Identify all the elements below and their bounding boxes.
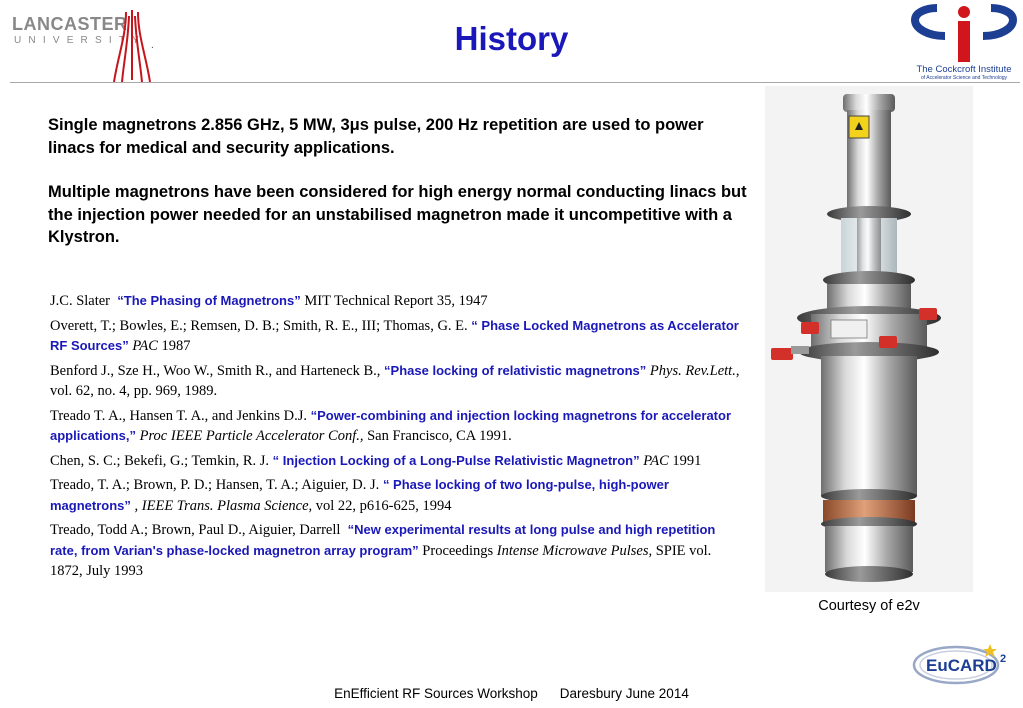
reference-title: “ Injection Locking of a Long-Pulse Relativistic Magnetron” — [272, 452, 640, 468]
reference-item — [50, 451, 740, 472]
reference-title: “ Phase locking of two long-pulse, high-power magnetrons” — [50, 477, 669, 513]
reference-authors: Treado T. A., Hansen T. A., and Jenkins D.J. — [50, 407, 307, 424]
slide-title: History — [454, 20, 569, 57]
reference-item — [50, 361, 740, 402]
reference-details: San Francisco, CA 1991. — [363, 428, 512, 444]
photo-caption: Courtesy of e2v — [818, 598, 920, 614]
reference-item — [50, 520, 740, 582]
footer — [0, 686, 1023, 701]
eucard-text: EuCARD — [926, 656, 997, 675]
reference-item — [50, 291, 740, 312]
reference-journal: Intense Microwave Pulses, — [496, 542, 653, 559]
reference-details: MIT Technical Report 35, 1947 — [300, 293, 488, 309]
cockcroft-name: The Cockcroft Institute — [916, 64, 1012, 75]
reference-authors: Treado, Todd A.; Brown, Paul D., Aiguier, Darrell — [50, 522, 341, 538]
reference-list — [50, 291, 740, 586]
reference-details: 1987 — [157, 338, 191, 354]
reference-details-2: SPIE vol. 1872, July 1993 — [50, 542, 712, 579]
reference-details: 1991 — [668, 452, 702, 469]
reference-journal: PAC — [639, 452, 669, 469]
reference-details: Proceedings — [418, 542, 497, 559]
reference-journal: Phys. Rev.Lett. — [646, 362, 736, 379]
reference-journal: Proc IEEE Particle Accelerator Conf., — [135, 428, 364, 444]
cockcroft-subtitle: of Accelerator Science and Technology — [920, 75, 1008, 81]
lancaster-dot: . — [151, 40, 154, 51]
intro-paragraph-1: Single magnetrons 2.856 GHz, 5 MW, 3μs pulse, 200 Hz repetition are used to power linacs for medical and security applications. — [48, 116, 704, 157]
reference-authors: Treado, T. A.; Brown, P. D.; Hansen, T. A.; Aiguier, D. J. — [50, 477, 380, 493]
reference-title: “Phase locking of relativistic magnetrons” — [384, 362, 647, 378]
reference-journal: , IEEE Trans. Plasma Science, — [130, 497, 313, 514]
reference-details: vol 22, p616-625, 1994 — [312, 497, 452, 514]
magnetron-illustration — [765, 86, 973, 592]
reference-title: “New experimental results at long pulse and high repetition rate, from Varian's phase-locked magnetron array program” — [50, 522, 716, 558]
eucard-logo-icon — [912, 638, 1012, 688]
reference-item — [50, 406, 740, 447]
reference-title: “Power-combining and injection locking magnetrons for accelerator applications,” — [50, 407, 731, 443]
eucard-superscript: 2 — [1000, 653, 1007, 665]
cockcroft-logo-icon — [905, 4, 1023, 64]
reference-authors: Benford J., Sze H., Woo W., Smith R., and Harteneck B., — [50, 362, 381, 379]
footer-event: EnEfficient RF Sources Workshop — [334, 686, 538, 701]
reference-title: “ Phase Locked Magnetrons as Accelerator RF Sources” — [50, 317, 739, 353]
reference-authors: Overett, T.; Bowles, E.; Remsen, D. B.; Smith, R. E., III; Thomas, G. E. — [50, 317, 468, 334]
intro-paragraph-2: Multiple magnetrons have been considered for high energy normal conducting linacs but the injection power needed for an unstabilised magnetron made it uncompetitive with a Klystron. — [48, 183, 747, 246]
reference-title: “The Phasing of Magnetrons” — [117, 293, 301, 308]
reference-journal: PAC — [128, 338, 158, 354]
magnetron-photo — [765, 86, 973, 592]
lancaster-logo-subtitle: UNIVERSITY — [14, 35, 147, 46]
reference-authors: Chen, S. C.; Bekefi, G.; Temkin, R. J. — [50, 452, 270, 469]
lancaster-logo-name: LANCASTER — [12, 14, 128, 34]
footer-place-date: Daresbury June 2014 — [559, 686, 689, 701]
reference-authors: J.C. Slater — [50, 293, 111, 309]
reference-item — [50, 316, 740, 357]
reference-item — [50, 475, 740, 516]
reference-details: , vol. 62, no. 4, pp. 969, 1989. — [50, 362, 740, 399]
header-divider — [10, 82, 1020, 83]
